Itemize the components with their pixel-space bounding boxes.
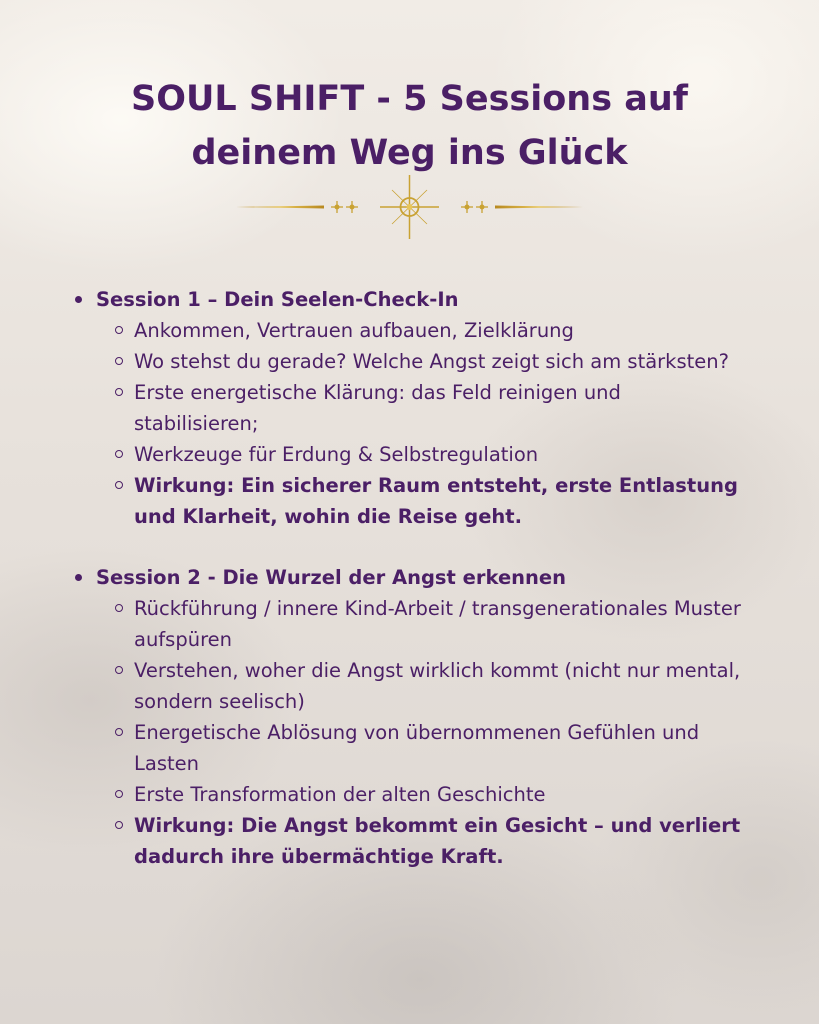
page-title	[0, 72, 819, 180]
list-item: Verstehen, woher die Angst wirklich kommt (nicht nur mental, sondern seelisch)	[134, 655, 750, 717]
session-1-items	[96, 315, 750, 532]
sessions-list	[70, 284, 750, 902]
list-item: Werkzeuge für Erdung & Selbstregulation	[134, 439, 750, 470]
title-line-2: deinem Weg ins Glück	[191, 133, 628, 173]
list-item: Energetische Ablösung von übernommenen Gefühlen und Lasten	[134, 717, 750, 779]
list-item: Wo stehst du gerade? Welche Angst zeigt sich am stärksten?	[134, 346, 750, 377]
session-1-title: Session 1 – Dein Seelen-Check-In	[96, 288, 459, 311]
list-item: Erste energetische Klärung: das Feld reinigen und stabilisieren;	[134, 377, 750, 439]
list-item: Ankommen, Vertrauen aufbauen, Zielklärung	[134, 315, 750, 346]
session-2	[70, 562, 750, 872]
effect-item: Wirkung: Ein sicherer Raum entsteht, erste Entlastung und Klarheit, wohin die Reise geht.	[134, 470, 750, 532]
effect-item: Wirkung: Die Angst bekommt ein Gesicht – und verliert dadurch ihre übermächtige Kraft.	[134, 810, 750, 872]
sun-divider-icon	[230, 172, 589, 242]
list-item: Erste Transformation der alten Geschichte	[134, 779, 750, 810]
list-item: Rückführung / innere Kind-Arbeit / transgenerationales Muster aufspüren	[134, 593, 750, 655]
session-1	[70, 284, 750, 532]
session-2-items	[96, 593, 750, 872]
title-line-1: SOUL SHIFT - 5 Sessions auf	[131, 79, 688, 119]
session-2-title: Session 2 - Die Wurzel der Angst erkennen	[96, 566, 567, 589]
